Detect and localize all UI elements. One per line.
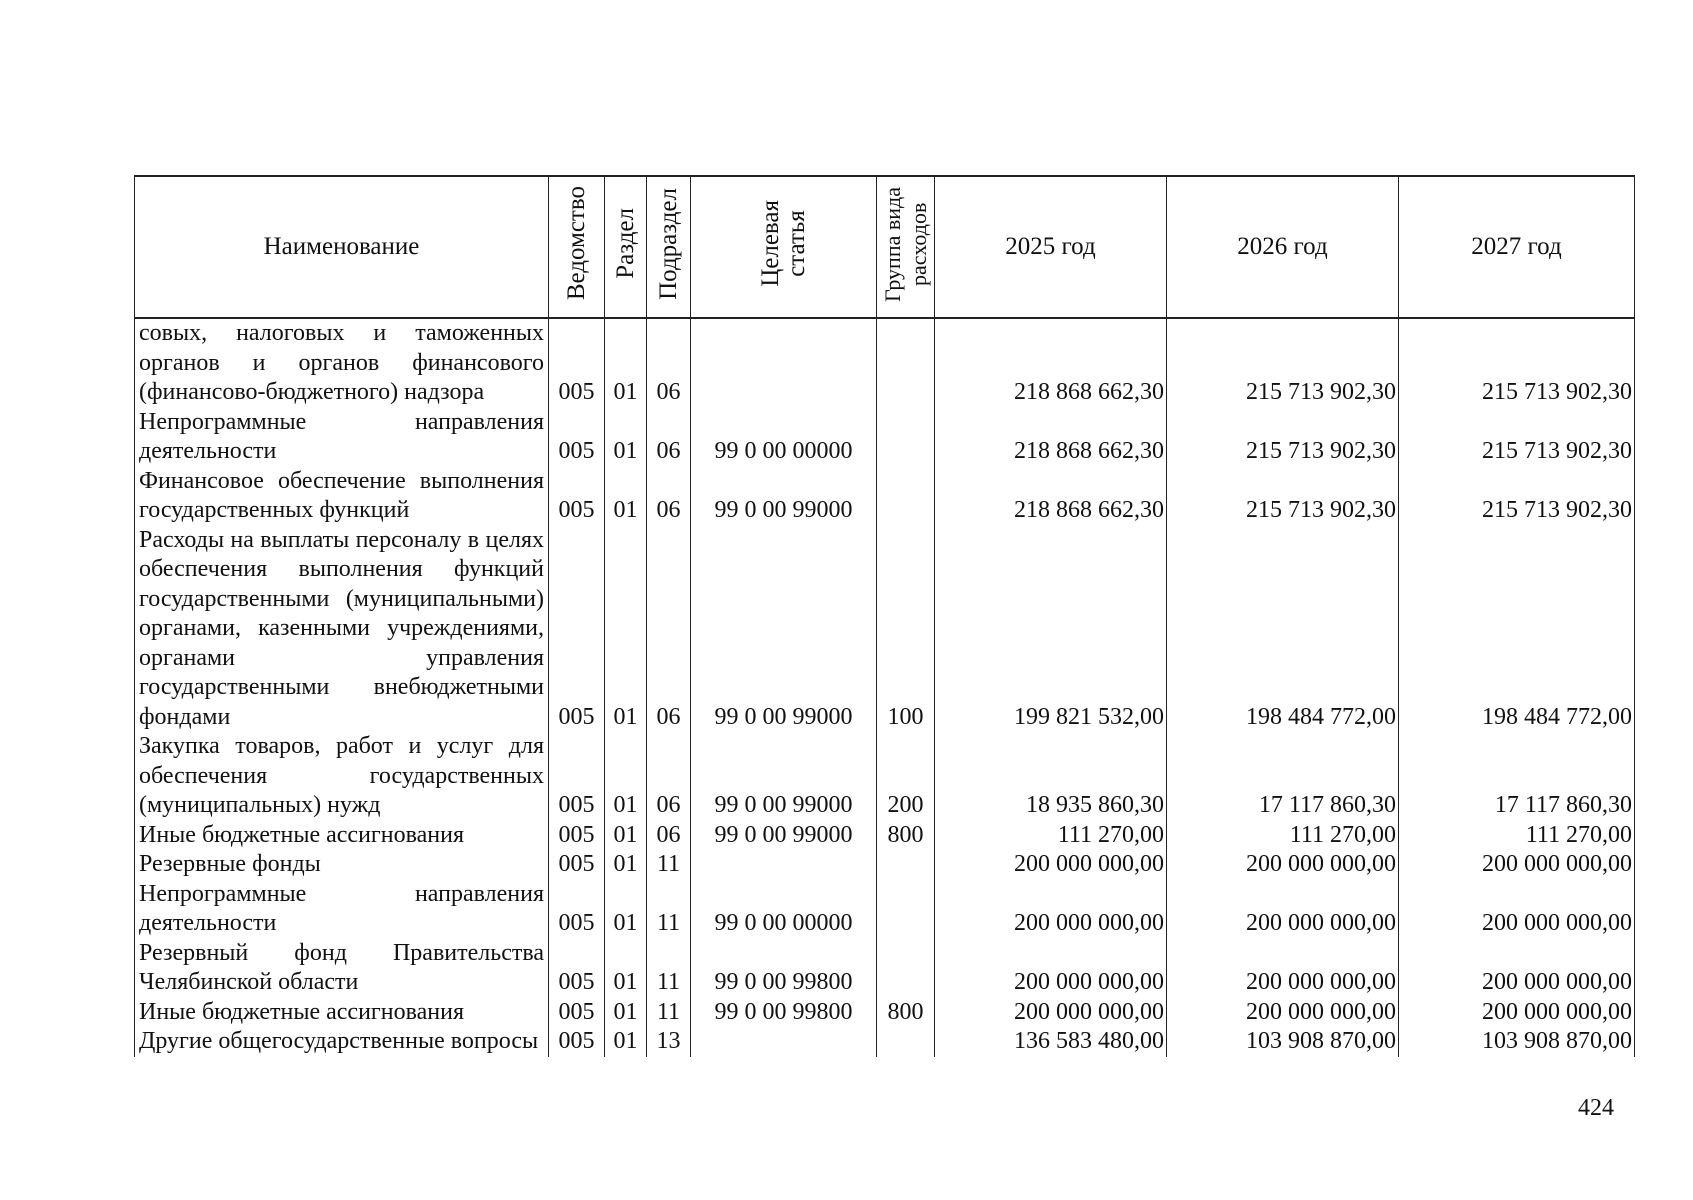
header-name: Наименование — [135, 176, 549, 318]
row-expense-group — [877, 408, 935, 467]
row-subsection: 11 — [647, 850, 691, 880]
row-amount-2026: 215 713 902,30 — [1167, 408, 1399, 467]
row-target-article: 99 0 00 99000 — [691, 467, 877, 526]
row-amount-2027: 103 908 870,00 — [1399, 1027, 1635, 1057]
row-expense-group — [877, 850, 935, 880]
row-amount-2025: 200 000 000,00 — [935, 850, 1167, 880]
row-target-article: 99 0 00 99800 — [691, 998, 877, 1028]
row-amount-2025: 218 868 662,30 — [935, 408, 1167, 467]
row-amount-2026: 215 713 902,30 — [1167, 467, 1399, 526]
row-subsection: 11 — [647, 880, 691, 939]
table-row — [135, 732, 1635, 821]
row-section: 01 — [605, 408, 647, 467]
row-amount-2025: 218 868 662,30 — [935, 467, 1167, 526]
row-expense-group: 200 — [877, 732, 935, 821]
row-target-article — [691, 318, 877, 408]
table-row — [135, 939, 1635, 998]
row-amount-2026: 215 713 902,30 — [1167, 318, 1399, 408]
row-amount-2027: 17 117 860,30 — [1399, 732, 1635, 821]
row-subsection: 06 — [647, 318, 691, 408]
row-dept: 005 — [549, 998, 605, 1028]
row-amount-2025: 218 868 662,30 — [935, 318, 1167, 408]
budget-table — [134, 175, 1635, 1057]
row-subsection: 06 — [647, 408, 691, 467]
row-target-article — [691, 850, 877, 880]
row-name: Резервный фонд Правительства Челябинской области — [135, 939, 549, 998]
table-row — [135, 880, 1635, 939]
row-name: совых, налоговых и таможенных органов и органов финансового (финансово-бюджетного) надзора — [135, 318, 549, 408]
row-target-article: 99 0 00 99000 — [691, 821, 877, 851]
row-target-article: 99 0 00 99800 — [691, 939, 877, 998]
row-target-article: 99 0 00 99000 — [691, 526, 877, 733]
page-number: 424 — [1578, 1095, 1614, 1121]
row-dept: 005 — [549, 318, 605, 408]
row-name: Закупка товаров, работ и услуг для обеспечения государственных (муниципальных) нужд — [135, 732, 549, 821]
row-amount-2026: 200 000 000,00 — [1167, 939, 1399, 998]
row-expense-group: 800 — [877, 998, 935, 1028]
header-target-article: Целевая статья — [691, 176, 877, 318]
row-dept: 005 — [549, 408, 605, 467]
row-dept: 005 — [549, 939, 605, 998]
table-row — [135, 526, 1635, 733]
row-section: 01 — [605, 850, 647, 880]
row-target-article: 99 0 00 00000 — [691, 408, 877, 467]
table-row — [135, 467, 1635, 526]
row-subsection: 06 — [647, 526, 691, 733]
row-expense-group — [877, 1027, 935, 1057]
row-subsection: 06 — [647, 467, 691, 526]
table-row — [135, 318, 1635, 408]
row-subsection: 06 — [647, 732, 691, 821]
header-section: Раздел — [605, 176, 647, 318]
row-name: Расходы на выплаты персоналу в целях обеспечения выполнения функций государственными (муниципальными) органами, казенными учреждениями, органами управления государственными внебюджетными фондами — [135, 526, 549, 733]
header-2025: 2025 год — [935, 176, 1167, 318]
row-amount-2027: 215 713 902,30 — [1399, 467, 1635, 526]
row-amount-2025: 200 000 000,00 — [935, 939, 1167, 998]
row-subsection: 06 — [647, 821, 691, 851]
header-subsection: Подраздел — [647, 176, 691, 318]
row-name: Иные бюджетные ассигнования — [135, 998, 549, 1028]
table-body — [135, 318, 1635, 1057]
row-target-article: 99 0 00 99000 — [691, 732, 877, 821]
row-subsection: 11 — [647, 939, 691, 998]
row-amount-2027: 200 000 000,00 — [1399, 998, 1635, 1028]
row-amount-2026: 200 000 000,00 — [1167, 880, 1399, 939]
row-expense-group: 100 — [877, 526, 935, 733]
row-amount-2026: 17 117 860,30 — [1167, 732, 1399, 821]
row-section: 01 — [605, 821, 647, 851]
row-target-article — [691, 1027, 877, 1057]
row-amount-2025: 200 000 000,00 — [935, 998, 1167, 1028]
row-expense-group: 800 — [877, 821, 935, 851]
row-name: Финансовое обеспечение выполнения государственных функций — [135, 467, 549, 526]
table-row — [135, 998, 1635, 1028]
row-amount-2027: 215 713 902,30 — [1399, 408, 1635, 467]
row-dept: 005 — [549, 526, 605, 733]
header-dept: Ведомство — [549, 176, 605, 318]
row-dept: 005 — [549, 880, 605, 939]
header-2026: 2026 год — [1167, 176, 1399, 318]
row-expense-group — [877, 880, 935, 939]
row-section: 01 — [605, 1027, 647, 1057]
row-amount-2026: 200 000 000,00 — [1167, 850, 1399, 880]
row-amount-2026: 111 270,00 — [1167, 821, 1399, 851]
row-name: Другие общегосударственные вопросы — [135, 1027, 549, 1057]
row-amount-2027: 215 713 902,30 — [1399, 318, 1635, 408]
row-amount-2027: 200 000 000,00 — [1399, 939, 1635, 998]
row-amount-2026: 200 000 000,00 — [1167, 998, 1399, 1028]
row-section: 01 — [605, 318, 647, 408]
row-name: Резервные фонды — [135, 850, 549, 880]
row-name: Иные бюджетные ассигнования — [135, 821, 549, 851]
row-section: 01 — [605, 467, 647, 526]
row-amount-2026: 198 484 772,00 — [1167, 526, 1399, 733]
row-subsection: 13 — [647, 1027, 691, 1057]
header-expense-group: Группа вида расходов — [877, 176, 935, 318]
row-amount-2025: 200 000 000,00 — [935, 880, 1167, 939]
row-amount-2027: 200 000 000,00 — [1399, 850, 1635, 880]
row-target-article: 99 0 00 00000 — [691, 880, 877, 939]
row-section: 01 — [605, 526, 647, 733]
row-expense-group — [877, 467, 935, 526]
row-amount-2026: 103 908 870,00 — [1167, 1027, 1399, 1057]
row-dept: 005 — [549, 850, 605, 880]
row-amount-2025: 136 583 480,00 — [935, 1027, 1167, 1057]
header-2027: 2027 год — [1399, 176, 1635, 318]
table-row — [135, 850, 1635, 880]
row-expense-group — [877, 939, 935, 998]
table-row — [135, 821, 1635, 851]
row-amount-2027: 111 270,00 — [1399, 821, 1635, 851]
row-section: 01 — [605, 880, 647, 939]
table-row — [135, 1027, 1635, 1057]
row-section: 01 — [605, 939, 647, 998]
row-name: Непрограммные направления деятельности — [135, 880, 549, 939]
row-section: 01 — [605, 998, 647, 1028]
table-header-row — [135, 176, 1635, 318]
row-dept: 005 — [549, 732, 605, 821]
row-name: Непрограммные направления деятельности — [135, 408, 549, 467]
row-dept: 005 — [549, 467, 605, 526]
row-dept: 005 — [549, 1027, 605, 1057]
row-amount-2025: 199 821 532,00 — [935, 526, 1167, 733]
row-section: 01 — [605, 732, 647, 821]
row-amount-2025: 18 935 860,30 — [935, 732, 1167, 821]
table-row — [135, 408, 1635, 467]
row-amount-2027: 200 000 000,00 — [1399, 880, 1635, 939]
row-amount-2025: 111 270,00 — [935, 821, 1167, 851]
budget-table-container — [134, 175, 1634, 1057]
row-dept: 005 — [549, 821, 605, 851]
row-expense-group — [877, 318, 935, 408]
row-subsection: 11 — [647, 998, 691, 1028]
row-amount-2027: 198 484 772,00 — [1399, 526, 1635, 733]
